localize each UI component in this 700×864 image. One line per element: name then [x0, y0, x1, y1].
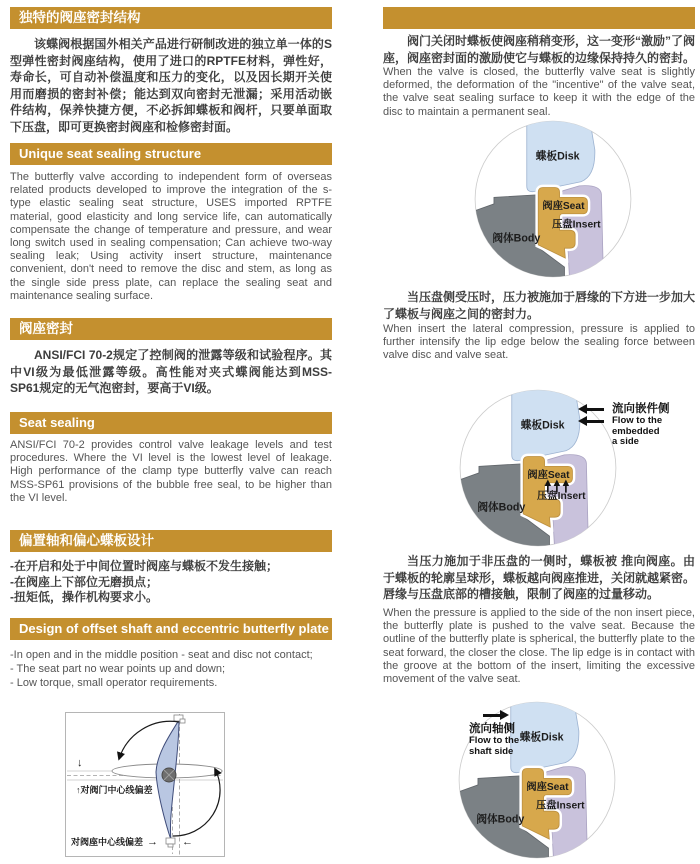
bottom-stem-nub [166, 838, 175, 844]
list-item: -扭矩低，操作机构要求小。 [10, 590, 158, 604]
flow-label-en: shaft side [469, 745, 514, 757]
list-offset-design-zh [10, 559, 332, 606]
paragraph-insert-pressure-en: When insert the lateral compression, pressure is applied to further intensify the lip edge below the sealing force between valve disc and valve seat. [383, 323, 695, 362]
list-item: - Low torque, small operator requirements. [10, 677, 218, 689]
insert-label: 压盘Insert [552, 219, 601, 231]
body-label: 阀体Body [476, 813, 525, 826]
top-stem-nub [180, 719, 185, 723]
paragraph-seat-sealing-zh: ANSI/FCI 70-2规定了控制阀的泄露等级和试验程序。其中VI级为最低泄露等级。高性能对夹式蝶阀能达到MSS-SP61规定的无气泡密封，要高于VI级。 [10, 348, 332, 395]
disk-label: 蝶板Disk [535, 150, 580, 163]
paragraph-non-insert-pressure-zh: 当压力施加于非压盘的一侧时，蝶板被 推向阀座。由于蝶板的轮廓呈球形，蝶板越向阀座推进，关闭就越紧密。唇缘与压盘底部的槽接触，限制了阀座的过量移动。 [383, 554, 696, 601]
list-offset-design-en [10, 648, 332, 690]
flow-annotation-shaft-side [469, 712, 519, 757]
section-header-offset-design-en: Design of offset shaft and eccentric butterfly plate [10, 618, 332, 640]
insert-label: 压盘Insert [536, 800, 585, 812]
section-header-seat-sealing-zh: 阀座密封 [10, 318, 332, 340]
paragraph-seal-structure-en: The butterfly valve according to independent form of overseas related products developed to improve the integration of the s-type elastic sealing seat structure, USES imported RPTFE material, good elasticity and long service life, can automatically compensate the change of temperature and pressure, and wear long switch used in sealing compensation; Can achieve two-way sealing leak; Using activity insert structure, maintenance convenient, don't need to remove the disc and stem, as long as the single side press plate, can replace the sealing seat and maintenance sealing surface. [10, 171, 332, 302]
left-column [10, 0, 332, 864]
seal-structure-figure-1 [471, 117, 635, 281]
eccentric-disc-figure [65, 712, 225, 857]
flow-label-en: Flow to the [612, 415, 663, 426]
paragraph-valve-closed-zh: 阀门关闭时蝶板使阀座稍稍变形，这一变形“激励”了阀座，阀座密封面的激励使它与蝶板的边缘保持持久的密封。 [383, 34, 696, 65]
body-label: 阀体Body [492, 232, 541, 245]
paragraph-valve-closed-en: When the valve is closed, the butterfly valve seat is slightly deformed, the deformation of the "incentive" of the valve seat, the valve seat sealing surface to keep it with the edge of the disc to maintain a permanent seal. [383, 66, 695, 118]
flow-label-en: embedded [612, 425, 660, 437]
body-label: 阀体Body [477, 501, 526, 514]
seat-label: 阀座Seat [527, 469, 570, 481]
flow-text [612, 403, 670, 448]
flow-right-arrow-icon [483, 714, 505, 717]
insert-label: 压盘Insert [537, 491, 586, 503]
list-item: - The seat part no wear points up and down; [10, 663, 226, 675]
seat-label: 阀座Seat [542, 200, 585, 212]
list-item: -In open and in the middle position - seat and disc not contact; [10, 649, 313, 661]
section-header-seal-structure-en: Unique seat sealing structure [10, 143, 332, 165]
flow-arrows [582, 403, 604, 448]
flow-left-arrow-icon [582, 420, 604, 423]
disk-label: 蝶板Disk [519, 731, 564, 744]
down-arrow-glyph: ↓ [77, 757, 83, 769]
paragraph-non-insert-pressure-en: When the pressure is applied to the side of the non insert piece, the butterfly plate is pushed to the valve seat. Because the outline of the butterfly plate is spherical, the butterfly plate to the seat forward, the closer the close. The lip edge is in contact with the groove at the bottom of the insert, limiting the excessive movement of the valve seat. [383, 607, 695, 686]
flow-label-zh: 流向轴侧 [469, 723, 515, 735]
seat-centerline-label: 对阀座中心线偏差 → [71, 836, 159, 848]
list-item: -在开启和处于中间位置时阀座与蝶板不发生接触； [10, 559, 278, 573]
list-item: -在阀座上下部位无磨损点； [10, 574, 158, 589]
seat-label: 阀座Seat [526, 781, 569, 793]
flow-annotation-insert-side [582, 403, 670, 448]
flow-label-en: Flow to the [469, 735, 520, 746]
section-header-seat-sealing-en: Seat sealing [10, 412, 332, 434]
flow-left-arrow-icon [582, 408, 604, 411]
valve-centerline-label: ↑对阀门中心线偏差 [76, 785, 153, 795]
paragraph-seal-structure-zh: 该蝶阀根据国外相关产品进行研制改进的独立单一体的S型弹性密封阀座结构，使用了进口的RPTFE材料，弹性好，寿命长，可自动补偿温度和压力的变化，以及因长期开关使用而磨损的密封补偿；能达到双向密封无泄漏；采用活动嵌件结构，保养快捷方便，不必拆卸蝶板和阀杆，只要单面取下压盘，即可更换密封阀座和检修密封面。 [10, 37, 332, 134]
bottom-stem-nub [168, 844, 173, 847]
section-bar-blank [383, 7, 695, 29]
right-column [383, 0, 695, 864]
left-arrow-glyph: ← [182, 836, 193, 848]
paragraph-seat-sealing-en: ANSI/FCI 70-2 provides control valve leakage levels and test procedures. Where the VI level is the lowest level of leakage. High performance of the clamp type butterfly valve can reach MSS-SP61 provisions of the bubble free seal, to be higher than the VI level. [10, 439, 332, 504]
flow-label-en: a side [612, 436, 639, 447]
paragraph-insert-pressure-zh: 当压盘侧受压时，压力被施加于唇缘的下方进一步加大了蝶板与阀座之间的密封力。 [383, 290, 696, 321]
disk-label: 蝶板Disk [520, 419, 565, 432]
section-header-seal-structure-zh: 独特的阀座密封结构 [10, 7, 332, 29]
flow-label-zh: 流向嵌件侧 [612, 403, 670, 415]
section-header-offset-design-zh: 偏置轴和偏心蝶板设计 [10, 530, 332, 552]
